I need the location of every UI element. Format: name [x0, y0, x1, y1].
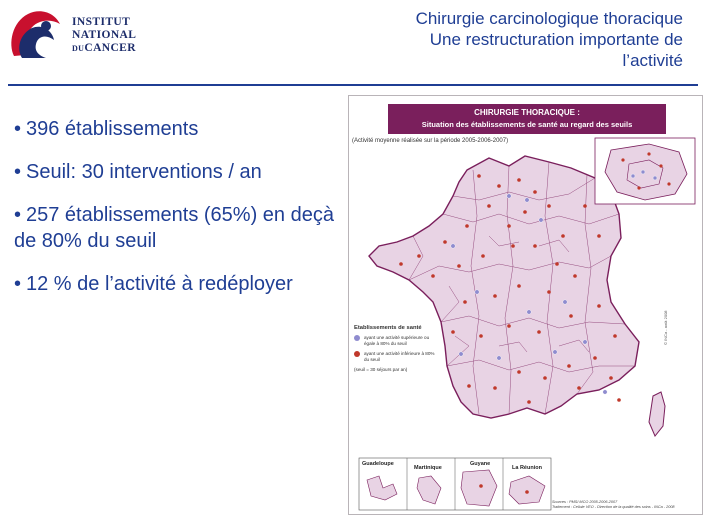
map-legend — [354, 325, 436, 372]
sources-line-1: Sources : PMSI MCO 2005-2006-2007 — [552, 500, 618, 504]
legend-threshold-note: (seuil = 30 séjours par an) — [354, 367, 408, 372]
france-map — [349, 96, 702, 514]
logo-wordmark — [72, 16, 136, 55]
bullet-item — [14, 159, 334, 185]
incancer-logo — [6, 4, 142, 64]
ile-de-france-shape — [605, 144, 687, 200]
legend-swatch-below-icon — [354, 351, 360, 357]
title-line-3: l’activité — [622, 51, 683, 70]
bullet-text: Seuil: 30 interventions / an — [26, 161, 262, 183]
bullet-text: 12 % de l’activité à redéployer — [26, 273, 293, 295]
reunion-establishment-dot — [525, 490, 529, 494]
legend-title: Etablissements de santé — [354, 325, 422, 331]
guyane-establishment-dot — [479, 484, 483, 488]
map-header — [388, 104, 666, 134]
label-guadeloupe: Guadeloupe — [362, 461, 394, 467]
legend-label-above: ayant une activité supérieure ou égale à 80% du seuil — [364, 335, 430, 346]
title-divider — [8, 84, 698, 86]
legend-swatch-above-icon — [354, 335, 360, 341]
bullet-dot: • — [14, 273, 22, 295]
legend-label-below: ayant une activité inférieure à 80% du seuil — [364, 351, 435, 362]
slide-title — [323, 8, 683, 71]
corsica-shape — [649, 392, 665, 436]
bullet-text: 396 établissements — [26, 118, 199, 140]
title-line-1: Chirurgie carcinologique thoracique — [415, 9, 683, 28]
logo-line-3 — [72, 42, 136, 55]
title-line-2: Une restructuration importante de — [429, 30, 683, 49]
label-martinique: Martinique — [414, 465, 442, 471]
bullet-dot: • — [14, 204, 22, 226]
bullet-dot: • — [14, 118, 22, 140]
bullet-item — [14, 271, 334, 297]
map-copyright-note: © INCa - août 2008 — [663, 310, 668, 345]
logo-emblem-icon — [6, 4, 68, 64]
map-sources — [552, 500, 702, 510]
logo-line-3-main: CANCER — [84, 42, 136, 54]
bullet-item — [14, 116, 334, 142]
bullet-text: 257 établissements (65%) en deçà de 80% du seuil — [14, 204, 334, 252]
map-header-title: CHIRURGIE THORACIQUE : — [474, 108, 580, 117]
legend-item-above — [354, 335, 436, 347]
label-reunion: La Réunion — [512, 465, 542, 471]
logo-line-1: INSTITUT — [72, 16, 131, 28]
logo-line-3-prefix: DU — [72, 44, 85, 53]
sources-line-2: Traitement : Cellule VEO - Direction de la qualité des soins - INCa - 2008 — [552, 505, 675, 509]
bullet-item — [14, 202, 334, 254]
logo-line-2: NATIONAL — [72, 29, 137, 41]
label-guyane: Guyane — [470, 461, 491, 467]
legend-item-below — [354, 351, 436, 363]
map-period-note: (Activité moyenne réalisée sur la période 2005-2006-2007) — [352, 138, 509, 144]
map-header-subtitle: Situation des établissements de santé au regard des seuils — [421, 120, 633, 129]
bullet-list — [14, 116, 334, 314]
bullet-dot: • — [14, 161, 22, 183]
